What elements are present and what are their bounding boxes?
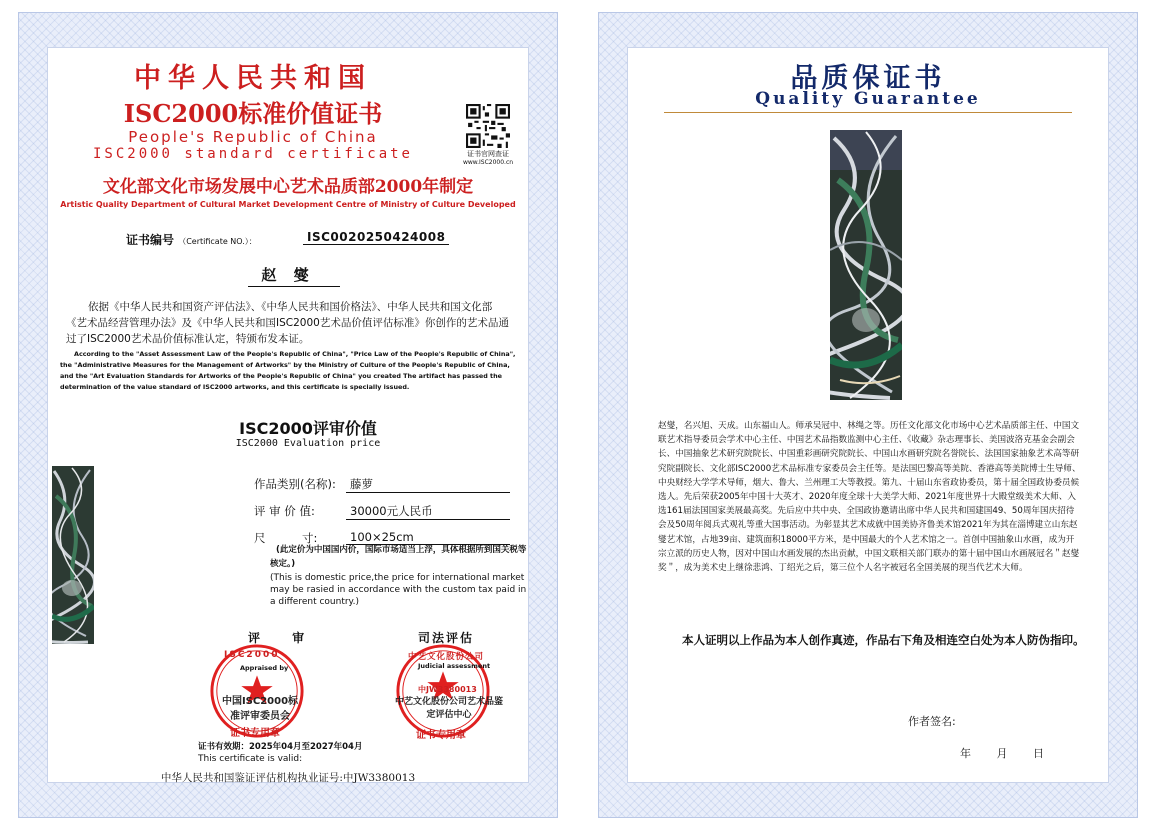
- guarantee-body: [627, 47, 1109, 783]
- license-number: 中华人民共和国鉴证评估机构执业证号:中JW3380013: [160, 772, 416, 784]
- appraisal-heading: 评 审: [248, 631, 319, 645]
- title-divider: [664, 112, 1072, 113]
- standard-value-certificate: [18, 12, 558, 818]
- price-note-cn: (此定价为中国国内价，国际市场适当上浮，具体根据所到国关税等核定。): [270, 545, 527, 569]
- artwork-thumbnail: [52, 466, 94, 644]
- certificate-number-label: [126, 231, 257, 248]
- qr-code-icon: [466, 104, 510, 148]
- artwork-image: [830, 130, 902, 400]
- appraisal-seal-bottom: 证书专用章: [230, 728, 280, 739]
- appraised-value: 30000元人民币: [346, 503, 510, 520]
- certificate-title-en: People's Republic of China: [128, 128, 378, 146]
- guarantee-title: 品质保证书: [790, 63, 946, 94]
- artwork-size-value: 100×25cm: [346, 530, 510, 545]
- signature-date: 年 月 日: [960, 747, 1044, 760]
- certificate-statement-en: According to the "Asset Assessment Law of the People's Republic of China", "Price Law of the People's Republic of China", the "Administrative Measures for the Management of Artworks" by the Ministry of Culture of the People's Republic of China, and the "Art Evaluation Standards for Artworks of the People's Republic of China" you created The artifact has passed the determination of the value standard of ISC2000 artworks, and this certificate is specially issued.: [60, 350, 516, 391]
- certificate-number: ISC0020250424008: [303, 230, 449, 245]
- appraisal-committee: 中国ISC2000标准评审委员会: [221, 696, 299, 722]
- authenticity-statement: 本人证明以上作品为本人创作真迹，作品右下角及相连空白处为本人防伪指印。: [682, 633, 1085, 647]
- certificate-number-label-cn: 证书编号: [126, 233, 175, 247]
- certificate-body: [47, 47, 529, 783]
- judicial-assessment-center: 中艺文化股份公司艺术品鉴定评估中心: [394, 697, 503, 720]
- judicial-seal-bottom: 证书专用章: [416, 730, 466, 741]
- price-note-en: (This is domestic price,the price for international market may be rasied in accordance with the custom tax paid in a different country.): [270, 573, 527, 607]
- appraisal-seal-ring-text: ISC2000: [224, 650, 280, 660]
- artwork-category-label: 作品类别(名称):: [254, 477, 336, 491]
- qr-caption: 证书官网查证: [467, 150, 509, 158]
- judicial-seal-ring-text: 中艺文化股份公司: [408, 652, 485, 662]
- certificate-subtitle-en: ISC2000 standard certificate: [92, 146, 413, 162]
- artwork-category-value: 藤萝: [346, 476, 510, 493]
- validity-period: 证书有效期：2025年04月至2027年04月: [198, 742, 363, 752]
- artist-biography: 赵燮，名兴旭、天成。山东福山人。师承吴冠中、林绳之等。历任文化部文化市场中心艺术品质部主任、中国文联艺术指导委员会学术中心主任、中国艺术品指数监测中心主任、《收藏》杂志理事长、美国波洛克基金会副会长、中国抽象艺术研究院院长、中国重彩画研究院院长、中国山水画研究院名誉院长、法国国家抽象艺术高等研究院副院长、文化部ISC2000艺术品标准专家委员会主任等。是法国巴黎高等美院、香港高等美院博士生导师、中央财经大学学术导师，烟大、鲁大、兰州理工大等教授。第九、十届山东省政协委员，第十届全国政协委员候选人。先后荣获2005年中国十大英才、2020年度全球十大美学大师、2021年度世界十大殿堂级美术大师、入选161届法国国家美展最高奖。先后应中共中央、全国政协邀请出席中华人民共和国建国49、50周年国庆招待会及50周年阅兵式观礼等重大国事活动。为彰显其艺术成就中国美协齐鲁美术馆2021年为其在淄博建立山东赵燮艺术馆，占地39亩、建筑面积18000平方米，是中国最大的个人艺术馆之一。首创中国抽象山水画，成为开宗立派的历史人物，因对中国山水画发展的杰出贡献，中国文联相关部门联办的第十届中国山水画展冠名＂赵燮奖＂，成为美术史上继徐悲鸿、丁绍光之后，第三位个人名字被冠名全国美展的现当代艺术大师。: [658, 421, 1081, 574]
- validity-period-en: This certificate is valid:: [198, 754, 303, 764]
- judicial-seal-code: 中JW3380013: [418, 685, 477, 694]
- evaluation-title-en: ISC2000 Evaluation price: [235, 438, 381, 449]
- judicial-seal-en: Judicial assessment: [418, 662, 491, 670]
- certificate-title: ISC2000标准价值证书: [123, 99, 383, 128]
- artist-name: 赵 燮: [261, 266, 315, 284]
- certificate-title-country: 中华人民共和国: [134, 63, 372, 94]
- appraisal-seal-en: Appraised by: [240, 664, 289, 672]
- judicial-assessment-heading: 司法评估: [418, 631, 475, 645]
- artist-name-underline: [248, 286, 340, 287]
- appraised-value-label: 评 审 价 值:: [254, 504, 315, 518]
- certificate-statement-cn: 依据《中华人民共和国资产评估法》、《中华人民共和国价格法》、中华人民共和国文化部《艺术品经营管理办法》及《中华人民共和国ISC2000艺术品价值评估标准》你创作的艺术品通过了ISC2000艺术品价值标准认定，特颁布发本证。: [66, 301, 509, 345]
- quality-guarantee-certificate: [598, 12, 1138, 818]
- certificate-number-label-en: （Certificate NO.）：: [178, 237, 257, 246]
- guarantee-title-en: Quality Guarantee: [755, 89, 981, 109]
- issuing-department-en: Artistic Quality Department of Cultural Market Development Centre of Ministry of Culture Developed: [60, 200, 516, 209]
- issuing-department: 文化部文化市场发展中心艺术品质部2000年制定: [102, 177, 474, 197]
- artwork-size-label: 尺 寸:: [254, 531, 318, 545]
- author-signature-label: 作者签名:: [908, 715, 956, 728]
- evaluation-title: ISC2000评审价值: [239, 419, 377, 438]
- qr-url: www.ISC2000.cn: [462, 159, 514, 166]
